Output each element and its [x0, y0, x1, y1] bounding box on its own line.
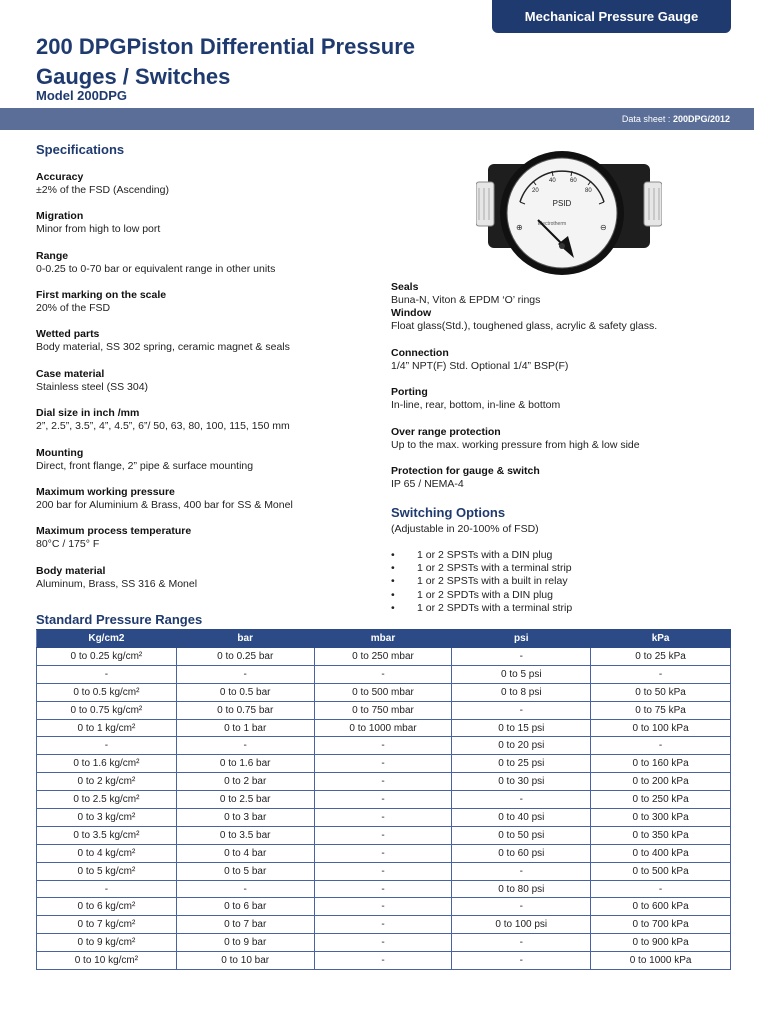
spec-max-working-pressure — [36, 486, 293, 512]
table-cell-mbar: - — [314, 665, 452, 683]
table-cell-kpa: 0 to 1000 kPa — [591, 952, 731, 970]
table-cell-kpa: 0 to 200 kPa — [591, 773, 731, 791]
spec-label: Over range protection — [391, 426, 501, 438]
spec-label: Wetted parts — [36, 328, 100, 340]
table-cell-kgcm2: 0 to 0.75 kg/cm² — [37, 701, 177, 719]
svg-text:⊕: ⊕ — [516, 223, 523, 232]
table-cell-psi: - — [452, 862, 591, 880]
column-header-psi: psi — [452, 630, 591, 648]
column-header-mbar: mbar — [314, 630, 452, 648]
table-cell-kpa: - — [591, 665, 731, 683]
table-cell-kgcm2: 0 to 2 kg/cm² — [37, 773, 177, 791]
table-cell-mbar: - — [314, 916, 452, 934]
spec-value: 1/4” NPT(F) Std. Optional 1/4” BSP(F) — [391, 360, 569, 372]
spec-porting — [391, 386, 560, 412]
table-cell-mbar: - — [314, 809, 452, 827]
table-cell-psi: 0 to 80 psi — [452, 880, 591, 898]
table-cell-bar: 0 to 2.5 bar — [176, 791, 314, 809]
table-cell-mbar: - — [314, 773, 452, 791]
table-row — [37, 809, 731, 827]
spec-label: Maximum process temperature — [36, 525, 192, 537]
table-cell-psi: 0 to 60 psi — [452, 844, 591, 862]
list-item: • 1 or 2 SPDTs with a DIN plug — [391, 589, 572, 602]
spec-seals — [391, 281, 540, 307]
table-cell-psi: 0 to 8 psi — [452, 683, 591, 701]
spec-value: IP 65 / NEMA-4 — [391, 478, 464, 490]
spec-label: Range — [36, 250, 69, 262]
spec-value: 200 bar for Aluminium & Brass, 400 bar for SS & Monel — [36, 499, 293, 511]
table-cell-kgcm2: 0 to 3.5 kg/cm² — [37, 826, 177, 844]
table-row — [37, 648, 731, 666]
spec-label: Seals — [391, 281, 419, 293]
table-cell-kpa: 0 to 500 kPa — [591, 862, 731, 880]
spec-label: Dial size in inch /mm — [36, 407, 140, 419]
spec-body-material — [36, 565, 197, 591]
spec-value: 2”, 2.5”, 3.5”, 4”, 4.5”, 6”/ 50, 63, 80, 100, 115, 150 mm — [36, 420, 290, 432]
spec-range — [36, 250, 275, 276]
table-cell-kpa: 0 to 25 kPa — [591, 648, 731, 666]
spec-value: In-line, rear, bottom, in-line & bottom — [391, 399, 561, 411]
model-subtitle: Model 200DPG — [36, 88, 128, 103]
table-cell-kgcm2: 0 to 1.6 kg/cm² — [37, 755, 177, 773]
gauge-scale-label: 40 — [549, 178, 556, 184]
table-cell-kgcm2: - — [37, 880, 177, 898]
list-item: • 1 or 2 SPDTs with a terminal strip — [391, 602, 572, 615]
table-cell-bar: 0 to 4 bar — [176, 844, 314, 862]
table-cell-psi: - — [452, 648, 591, 666]
table-cell-kpa: 0 to 75 kPa — [591, 701, 731, 719]
column-header-bar: bar — [176, 630, 314, 648]
spec-first-marking — [36, 289, 166, 315]
table-cell-psi: 0 to 40 psi — [452, 809, 591, 827]
table-cell-kpa: - — [591, 737, 731, 755]
table-cell-mbar: - — [314, 880, 452, 898]
table-cell-kpa: 0 to 100 kPa — [591, 719, 731, 737]
table-row — [37, 952, 731, 970]
table-cell-psi: - — [452, 898, 591, 916]
spec-value: Body material, SS 302 spring, ceramic magnet & seals — [36, 341, 290, 353]
gauge-scale-label: 80 — [585, 188, 592, 194]
table-cell-psi: 0 to 20 psi — [452, 737, 591, 755]
table-cell-kgcm2: 0 to 6 kg/cm² — [37, 898, 177, 916]
table-row — [37, 844, 731, 862]
table-cell-kpa: 0 to 700 kPa — [591, 916, 731, 934]
spec-value: 80°C / 175° F — [36, 538, 100, 550]
table-cell-kpa: 0 to 250 kPa — [591, 791, 731, 809]
column-header-kpa: kPa — [591, 630, 731, 648]
table-cell-mbar: - — [314, 862, 452, 880]
spec-label: Maximum working pressure — [36, 486, 175, 498]
spec-label: Porting — [391, 386, 428, 398]
table-cell-kgcm2: 0 to 9 kg/cm² — [37, 934, 177, 952]
gauge-unit-label: PSID — [552, 199, 572, 208]
table-cell-kgcm2: 0 to 0.5 kg/cm² — [37, 683, 177, 701]
table-cell-psi: - — [452, 701, 591, 719]
table-cell-psi: - — [452, 934, 591, 952]
page-title: 200 DPGPiston Differential Pressure Gauges / Switches — [36, 34, 416, 89]
table-row — [37, 683, 731, 701]
table-cell-psi: 0 to 25 psi — [452, 755, 591, 773]
list-item: • 1 or 2 SPSTs with a DIN plug — [391, 549, 572, 562]
table-cell-kpa: 0 to 50 kPa — [591, 683, 731, 701]
spec-label: First marking on the scale — [36, 289, 167, 301]
spec-label: Protection for gauge & switch — [391, 465, 540, 477]
table-cell-kpa: 0 to 900 kPa — [591, 934, 731, 952]
spec-value: Stainless steel (SS 304) — [36, 381, 149, 393]
specifications-heading: Specifications — [36, 142, 125, 157]
table-cell-bar: 0 to 0.75 bar — [176, 701, 314, 719]
table-cell-kpa: 0 to 300 kPa — [591, 809, 731, 827]
spec-label: Case material — [36, 368, 105, 380]
table-cell-mbar: - — [314, 934, 452, 952]
spec-label: Mounting — [36, 447, 84, 459]
table-cell-psi: 0 to 100 psi — [452, 916, 591, 934]
table-row — [37, 862, 731, 880]
table-row — [37, 755, 731, 773]
table-cell-bar: 0 to 7 bar — [176, 916, 314, 934]
spec-value: 20% of the FSD — [36, 302, 111, 314]
table-row — [37, 737, 731, 755]
table-row — [37, 934, 731, 952]
spec-label: Accuracy — [36, 171, 84, 183]
switching-note: (Adjustable in 20-100% of FSD) — [391, 523, 539, 535]
table-row — [37, 916, 731, 934]
spec-value: ±2% of the FSD (Ascending) — [36, 184, 169, 196]
table-row — [37, 719, 731, 737]
column-header-kgcm2: Kg/cm2 — [37, 630, 177, 648]
table-cell-psi: 0 to 5 psi — [452, 665, 591, 683]
table-cell-kpa: 0 to 400 kPa — [591, 844, 731, 862]
spec-value: Buna-N, Viton & EPDM ‘O’ rings — [391, 294, 541, 306]
table-cell-psi: 0 to 30 psi — [452, 773, 591, 791]
table-cell-mbar: - — [314, 755, 452, 773]
svg-text:⊖: ⊖ — [600, 223, 607, 232]
spec-connection — [391, 347, 568, 373]
table-row — [37, 898, 731, 916]
spec-over-range-protection — [391, 426, 640, 452]
table-cell-kgcm2: 0 to 5 kg/cm² — [37, 862, 177, 880]
table-cell-kgcm2: - — [37, 665, 177, 683]
gauge-brand-label: Electrotherm — [537, 221, 567, 227]
table-cell-psi: - — [452, 952, 591, 970]
table-cell-mbar: 0 to 500 mbar — [314, 683, 452, 701]
table-cell-bar: 0 to 1 bar — [176, 719, 314, 737]
table-cell-bar: 0 to 9 bar — [176, 934, 314, 952]
table-cell-psi: 0 to 50 psi — [452, 826, 591, 844]
datasheet-code: 200DPG/2012 — [672, 114, 730, 124]
table-cell-bar: 0 to 0.25 bar — [176, 648, 314, 666]
table-cell-kgcm2: 0 to 1 kg/cm² — [37, 719, 177, 737]
switching-options-heading: Switching Options — [391, 505, 506, 520]
pressure-ranges-heading: Standard Pressure Ranges — [36, 612, 203, 627]
table-cell-kgcm2: 0 to 7 kg/cm² — [37, 916, 177, 934]
table-header-row — [37, 630, 731, 648]
category-tab: Mechanical Pressure Gauge — [492, 0, 731, 33]
table-cell-kgcm2: 0 to 10 kg/cm² — [37, 952, 177, 970]
list-item: • 1 or 2 SPSTs with a terminal strip — [391, 562, 572, 575]
spec-value: Aluminum, Brass, SS 316 & Monel — [36, 578, 198, 590]
table-cell-bar: 0 to 0.5 bar — [176, 683, 314, 701]
spec-value: Up to the max. working pressure from high & low side — [391, 439, 640, 451]
spec-wetted-parts — [36, 328, 290, 354]
table-cell-kpa: - — [591, 880, 731, 898]
spec-max-process-temperature — [36, 525, 191, 551]
table-cell-bar: - — [176, 880, 314, 898]
spec-value: Direct, front flange, 2” pipe & surface mounting — [36, 460, 254, 472]
table-cell-kpa: 0 to 160 kPa — [591, 755, 731, 773]
spec-label: Window — [391, 307, 432, 319]
spec-window — [391, 307, 657, 333]
table-cell-bar: - — [176, 737, 314, 755]
spec-value: 0-0.25 to 0-70 bar or equivalent range in other units — [36, 263, 276, 275]
table-cell-psi: 0 to 15 psi — [452, 719, 591, 737]
table-cell-mbar: - — [314, 952, 452, 970]
gauge-product-image — [476, 150, 662, 276]
table-row — [37, 773, 731, 791]
table-cell-bar: 0 to 2 bar — [176, 773, 314, 791]
table-cell-kpa: 0 to 350 kPa — [591, 826, 731, 844]
table-cell-mbar: - — [314, 737, 452, 755]
table-row — [37, 791, 731, 809]
table-cell-bar: 0 to 1.6 bar — [176, 755, 314, 773]
table-cell-kgcm2: - — [37, 737, 177, 755]
spec-protection — [391, 465, 540, 491]
spec-case-material — [36, 368, 148, 394]
table-cell-mbar: - — [314, 898, 452, 916]
table-cell-kgcm2: 0 to 2.5 kg/cm² — [37, 791, 177, 809]
datasheet-label: Data sheet : — [621, 114, 671, 124]
list-item: • 1 or 2 SPSTs with a built in relay — [391, 575, 572, 588]
spec-dial-size — [36, 407, 290, 433]
table-cell-kpa: 0 to 600 kPa — [591, 898, 731, 916]
datasheet-band — [0, 108, 754, 130]
table-cell-psi: - — [452, 791, 591, 809]
table-row — [37, 701, 731, 719]
spec-value: Minor from high to low port — [36, 223, 161, 235]
spec-label: Migration — [36, 210, 84, 222]
table-cell-kgcm2: 0 to 4 kg/cm² — [37, 844, 177, 862]
table-cell-mbar: - — [314, 826, 452, 844]
switching-options-list — [391, 549, 572, 615]
table-cell-bar: 0 to 5 bar — [176, 862, 314, 880]
spec-accuracy — [36, 171, 169, 197]
spec-label: Body material — [36, 565, 106, 577]
table-cell-bar: 0 to 3 bar — [176, 809, 314, 827]
table-cell-mbar: 0 to 250 mbar — [314, 648, 452, 666]
table-cell-kgcm2: 0 to 0.25 kg/cm² — [37, 648, 177, 666]
table-cell-mbar: - — [314, 844, 452, 862]
table-row — [37, 826, 731, 844]
spec-value: Float glass(Std.), toughened glass, acrylic & safety glass. — [391, 320, 658, 332]
table-cell-mbar: - — [314, 791, 452, 809]
gauge-scale-label: 20 — [532, 188, 539, 194]
spec-migration — [36, 210, 160, 236]
spec-label: Connection — [391, 347, 449, 359]
table-cell-kgcm2: 0 to 3 kg/cm² — [37, 809, 177, 827]
table-cell-bar: 0 to 6 bar — [176, 898, 314, 916]
table-row — [37, 665, 731, 683]
gauge-scale-label: 60 — [570, 178, 577, 184]
table-cell-bar: - — [176, 665, 314, 683]
table-cell-mbar: 0 to 750 mbar — [314, 701, 452, 719]
pressure-ranges-table — [36, 629, 731, 970]
table-row — [37, 880, 731, 898]
table-cell-bar: 0 to 3.5 bar — [176, 826, 314, 844]
spec-mounting — [36, 447, 253, 473]
table-cell-mbar: 0 to 1000 mbar — [314, 719, 452, 737]
table-cell-bar: 0 to 10 bar — [176, 952, 314, 970]
